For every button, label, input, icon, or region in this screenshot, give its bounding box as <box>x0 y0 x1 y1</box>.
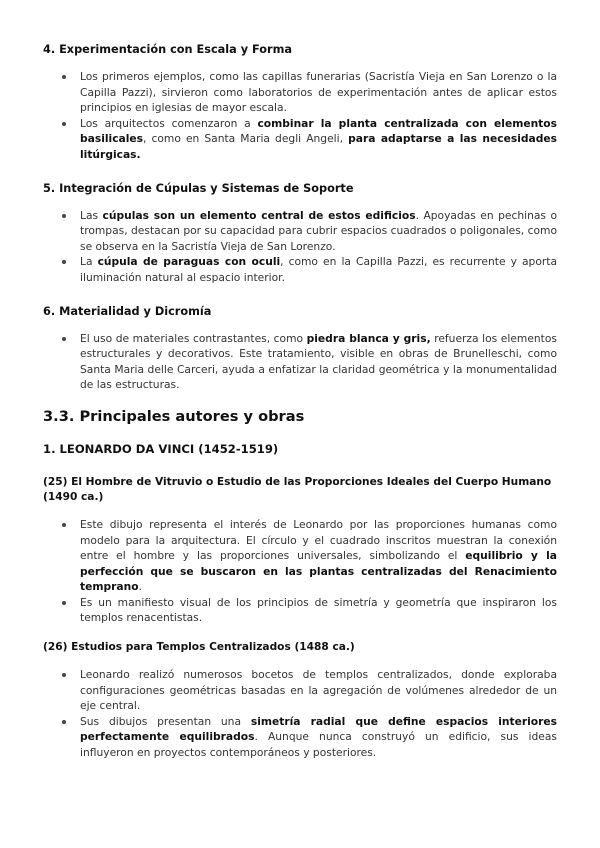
section-heading-5: 5. Integración de Cúpulas y Sistemas de Soporte <box>43 181 354 195</box>
list-item <box>43 116 557 163</box>
emphasis: simetría radial que define espacios interiores perfectamente equilibrados <box>80 714 557 744</box>
text: Leonardo realizó numerosos bocetos de templos centralizados, donde exploraba configuraciones geométricas basadas en la agregación de volúmenes alrededor de un eje central. <box>80 668 557 713</box>
text: Los primeros ejemplos, como las capillas funerarias (Sacristía Vieja en San Lorenzo o la Capilla Pazzi), sirvieron como laboratorios de experimentación antes de aplicar estos principios en iglesias de mayor escala. <box>80 70 557 115</box>
text: refuerza los elementos estructurales y decorativos. Este tratamiento, visible en obras de Brunelleschi, como Santa Maria delle Carceri, ayuda a enfatizar la claridad geométrica y la monumentalidad de las estructuras. <box>80 331 557 392</box>
list-item <box>43 69 557 116</box>
text: Es un manifiesto visual de los principios de simetría y geometría que inspiraron los templos renacentistas. <box>80 595 557 625</box>
text: La <box>80 255 98 269</box>
work-heading-25: (25) El Hombre de Vitruvio o Estudio de las Proporciones Ideales del Cuerpo Humano (1490 ca.) <box>43 475 552 503</box>
text: Las <box>80 208 103 222</box>
list-item <box>43 517 557 595</box>
emphasis: para adaptarse a las necesidades litúrgicas. <box>80 132 557 161</box>
bullet-list-work26 <box>43 667 557 761</box>
bullet-list-sec4 <box>43 69 557 163</box>
emphasis: combinar la planta centralizada con elementos basilicales <box>80 116 557 146</box>
text: Los arquitectos comenzaron a <box>80 116 258 130</box>
section-heading-6: 6. Materialidad y Dicromía <box>43 304 212 318</box>
text: El uso de materiales contrastantes, como <box>80 331 307 345</box>
list-item <box>43 331 557 393</box>
emphasis: piedra blanca y gris, <box>306 331 431 345</box>
bullet-list-sec6 <box>43 331 557 393</box>
list-item <box>43 714 557 761</box>
text: , como en la Capilla Pazzi, es recurrente y aporta iluminación natural al espacio interior. <box>80 255 557 284</box>
list-item <box>43 254 557 285</box>
list-item <box>43 208 557 255</box>
author-heading: 1. LEONARDO DA VINCI (1452-1519) <box>43 441 279 456</box>
work-heading-26: (26) Estudios para Templos Centralizados (1488 ca.) <box>43 641 355 654</box>
emphasis: cúpula de paraguas con oculi <box>97 255 281 269</box>
document-page <box>43 30 557 761</box>
text: Sus dibujos presentan una <box>80 714 251 728</box>
text: , como en Santa Maria degli Angeli, <box>143 132 349 146</box>
text: . Aunque nunca construyó un edificio, sus ideas influyeron en proyectos contemporáneos y posteriores. <box>80 730 558 760</box>
text: Este dibujo representa el interés de Leonardo por las proporciones humanas como modelo para la arquitectura. El círculo y el cuadrado inscritos muestran la conexión entre el hombre y las proporciones universales, simbolizando el <box>80 517 557 563</box>
emphasis: cúpulas son un elemento central de estos edificios <box>102 208 416 222</box>
text: . Apoyadas en pechinas o trompas, destacan por su capacidad para cubrir espacios cuadrados o poligonales, como se observa en la Sacristía Vieja de San Lorenzo. <box>80 208 557 253</box>
chapter-heading: 3.3. Principales autores y obras <box>43 407 305 425</box>
bullet-list-work25 <box>43 517 557 626</box>
text: . <box>138 580 142 594</box>
emphasis: equilibrio y la perfección que se buscaron en las plantas centralizadas del Renacimiento temprano <box>80 549 557 594</box>
list-item <box>43 595 557 626</box>
bullet-list-sec5 <box>43 208 557 286</box>
section-heading-4: 4. Experimentación con Escala y Forma <box>43 43 292 56</box>
list-item <box>43 667 557 714</box>
